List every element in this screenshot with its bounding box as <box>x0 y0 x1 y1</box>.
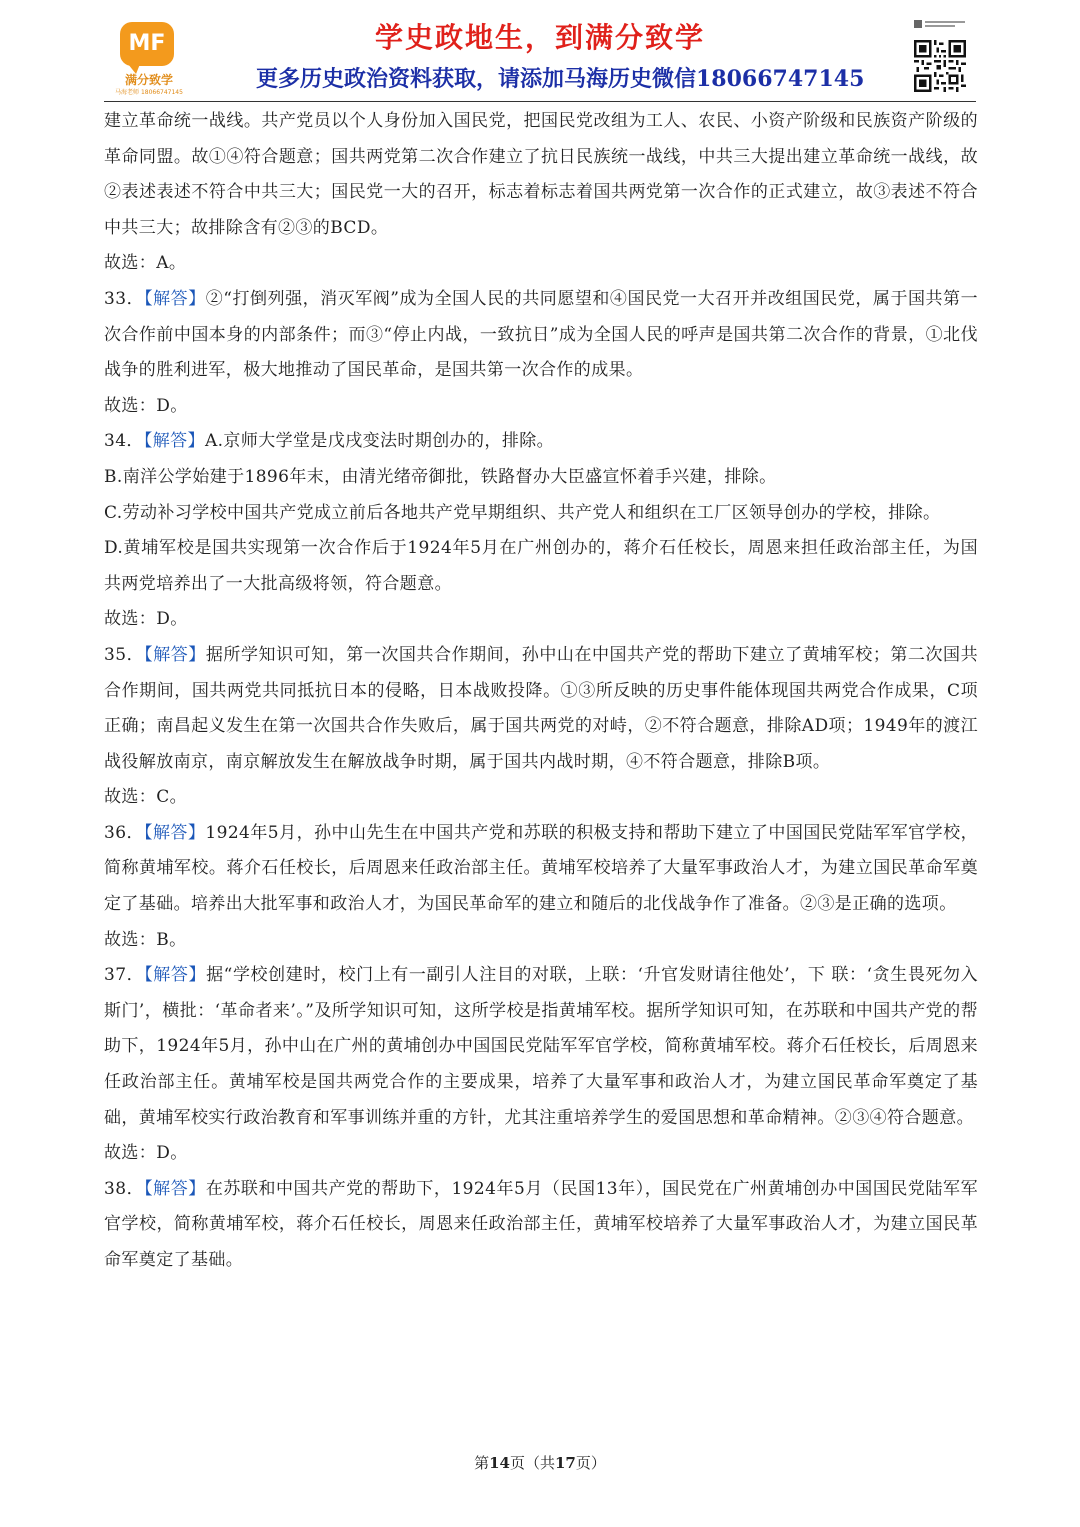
footer-prefix: 第 <box>474 1454 490 1472</box>
answer-text: 故选：D。 <box>104 395 188 416</box>
answer-paragraph <box>104 424 978 460</box>
question-number: 34． <box>104 431 144 452</box>
answer-paragraph <box>104 246 978 282</box>
header-contact: 更多历史政治资料获取，请添加马海历史微信18066747145 <box>256 66 865 92</box>
footer-suffix: 页） <box>575 1454 606 1472</box>
qr-code-icon <box>914 40 966 92</box>
answer-paragraph <box>104 282 978 389</box>
answer-paragraph <box>104 496 978 532</box>
footer-total-pages: 17 <box>555 1454 576 1472</box>
answer-text: 故选：D。 <box>104 609 188 630</box>
answer-text: 故选：B。 <box>104 929 187 950</box>
question-number: 38． <box>104 1178 145 1199</box>
answer-text: B.南洋公学始建于1896年末，由清光绪帝御批，铁路督办大臣盛宣怀着手兴建，排除。 <box>104 466 777 487</box>
answer-paragraph <box>104 1172 978 1279</box>
answer-text: 据“学校创建时，校门上有一副引人注目的对联，上联：‘升官发财请往他处’，下 联：‘贪生畏死勿入斯门’，横批：‘革命者来’。”及所学知识可知，这所学校是指黄埔军校。据所学知识可知，在苏联和中国共产党的帮助下，1924年5月，孙中山在广州的黄埔创办中国国民党陆军军官学校，简称黄埔军校。蒋介石任校长，后周恩来任政治部主任。黄埔军校是国共两党合作的主要成果，培养了大量军事和政治人才，为建立国民革命军奠定了基础，黄埔军校实行政治教育和军事训练并重的方针，尤其注重培养学生的爱国思想和革命精神。②③④符合题意。 <box>104 965 978 1128</box>
logo-mark: MF <box>120 22 174 66</box>
answer-text: 在苏联和中国共产党的帮助下，1924年5月（民国13年），国民党在广州黄埔创办中国国民党陆军军官学校，简称黄埔军校，蒋介石任校长，周恩来任政治部主任，黄埔军校培养了大量军事政治人才，为建立国民革命军奠定了基础。 <box>104 1178 978 1270</box>
footer-middle: 页（共 <box>509 1454 555 1472</box>
page-footer <box>0 1452 1080 1473</box>
page-header <box>0 0 1080 104</box>
answer-text: 故选：D。 <box>104 1143 188 1164</box>
answer-paragraph <box>104 958 978 1136</box>
answer-paragraph <box>104 816 978 923</box>
answer-text: 1924年5月，孙中山先生在中国共产党和苏联的积极支持和帮助下建立了中国国民党陆军军官学校，简称黄埔军校。蒋介石任校长，后周恩来任政治部主任。黄埔军校培养了大量军事政治人才，为建立国民革命军奠定了基础。培养出大批军事和政治人才，为国民革命军的建立和随后的北伐战争作了准备。②③是正确的选项。 <box>104 822 978 915</box>
logo-name: 满分致学 <box>124 73 173 87</box>
answer-text: 故选：A。 <box>104 253 187 274</box>
answer-paragraph <box>104 531 978 602</box>
answer-paragraph <box>104 780 978 816</box>
answer-paragraph <box>104 923 978 959</box>
answer-text: C.劳动补习学校中国共产党成立前后各地共产党早期组织、共产党人和组织在工厂区领导创办的学校，排除。 <box>104 502 941 523</box>
answer-paragraph <box>104 1136 978 1172</box>
answer-body <box>104 104 978 1279</box>
answer-tag: 【解答】 <box>143 822 206 843</box>
answer-text: A.京师大学堂是戊戌变法时期创办的，排除。 <box>204 431 555 452</box>
answer-tag: 【解答】 <box>144 965 207 986</box>
question-number: 33． <box>104 288 145 309</box>
question-number: 36． <box>104 822 144 843</box>
qr-code-block <box>914 20 966 96</box>
answer-tag: 【解答】 <box>144 1178 206 1199</box>
footer-page-number: 14 <box>489 1454 510 1472</box>
logo-subtitle: 马海老师 18066747145 <box>115 89 183 96</box>
answer-paragraph <box>104 460 978 496</box>
answer-tag: 【解答】 <box>144 288 206 309</box>
question-number: 37． <box>104 965 145 986</box>
answer-paragraph <box>104 638 978 780</box>
answer-text: 故选：C。 <box>104 787 188 808</box>
answer-tag: 【解答】 <box>144 644 206 665</box>
answer-tag: 【解答】 <box>143 431 205 452</box>
answer-text: 建立革命统一战线。共产党员以个人身份加入国民党，把国民党改组为工人、农民、小资产阶级和民族资产阶级的革命同盟。故①④符合题意；国共两党第二次合作建立了抗日民族统一战线，中共三大提出建立革命统一战线，故②表述表述不符合中共三大；国民党一大的召开，标志着标志着国共两党第一次合作的正式建立，故③表述不符合中共三大；故排除含有②③的BCD。 <box>104 111 978 238</box>
answer-paragraph <box>104 104 978 246</box>
question-number: 35． <box>104 644 145 665</box>
answer-text: 据所学知识可知，第一次国共合作期间，孙中山在中国共产党的帮助下建立了黄埔军校；第二次国共合作期间，国共两党共同抵抗日本的侵略，日本战败投降。①③所反映的历史事件能体现国共两党合作成果，C项正确；南昌起义发生在第一次国共合作失败后，属于国共两党的对峙，②不符合题意，排除AD项；1949年的渡江战役解放南京，南京解放发生在解放战争时期，属于国共内战时期，④不符合题意，排除B项。 <box>104 644 978 772</box>
answer-paragraph <box>104 602 978 638</box>
brand-logo <box>110 22 188 96</box>
answer-paragraph <box>104 389 978 425</box>
header-slogan: 学史政地生，到满分致学 <box>374 21 705 54</box>
answer-text: D.黄埔军校是国共实现第一次合作后于1924年5月在广州创办的，蒋介石任校长，周恩来担任政治部主任，为国共两党培养出了一大批高级将领，符合题意。 <box>104 538 978 594</box>
header-divider <box>104 101 976 102</box>
qr-caption <box>914 20 966 34</box>
answer-text: ②“打倒列强，消灭军阀”成为全国人民的共同愿望和④国民党一大召开并改组国民党，属于国共第一次合作前中国本身的内部条件；而③“停止内战，一致抗日”成为全国人民的呼声是国共第二次合作的背景，①北伐战争的胜利进军，极大地推动了国民革命，是国共第一次合作的成果。 <box>104 288 978 381</box>
